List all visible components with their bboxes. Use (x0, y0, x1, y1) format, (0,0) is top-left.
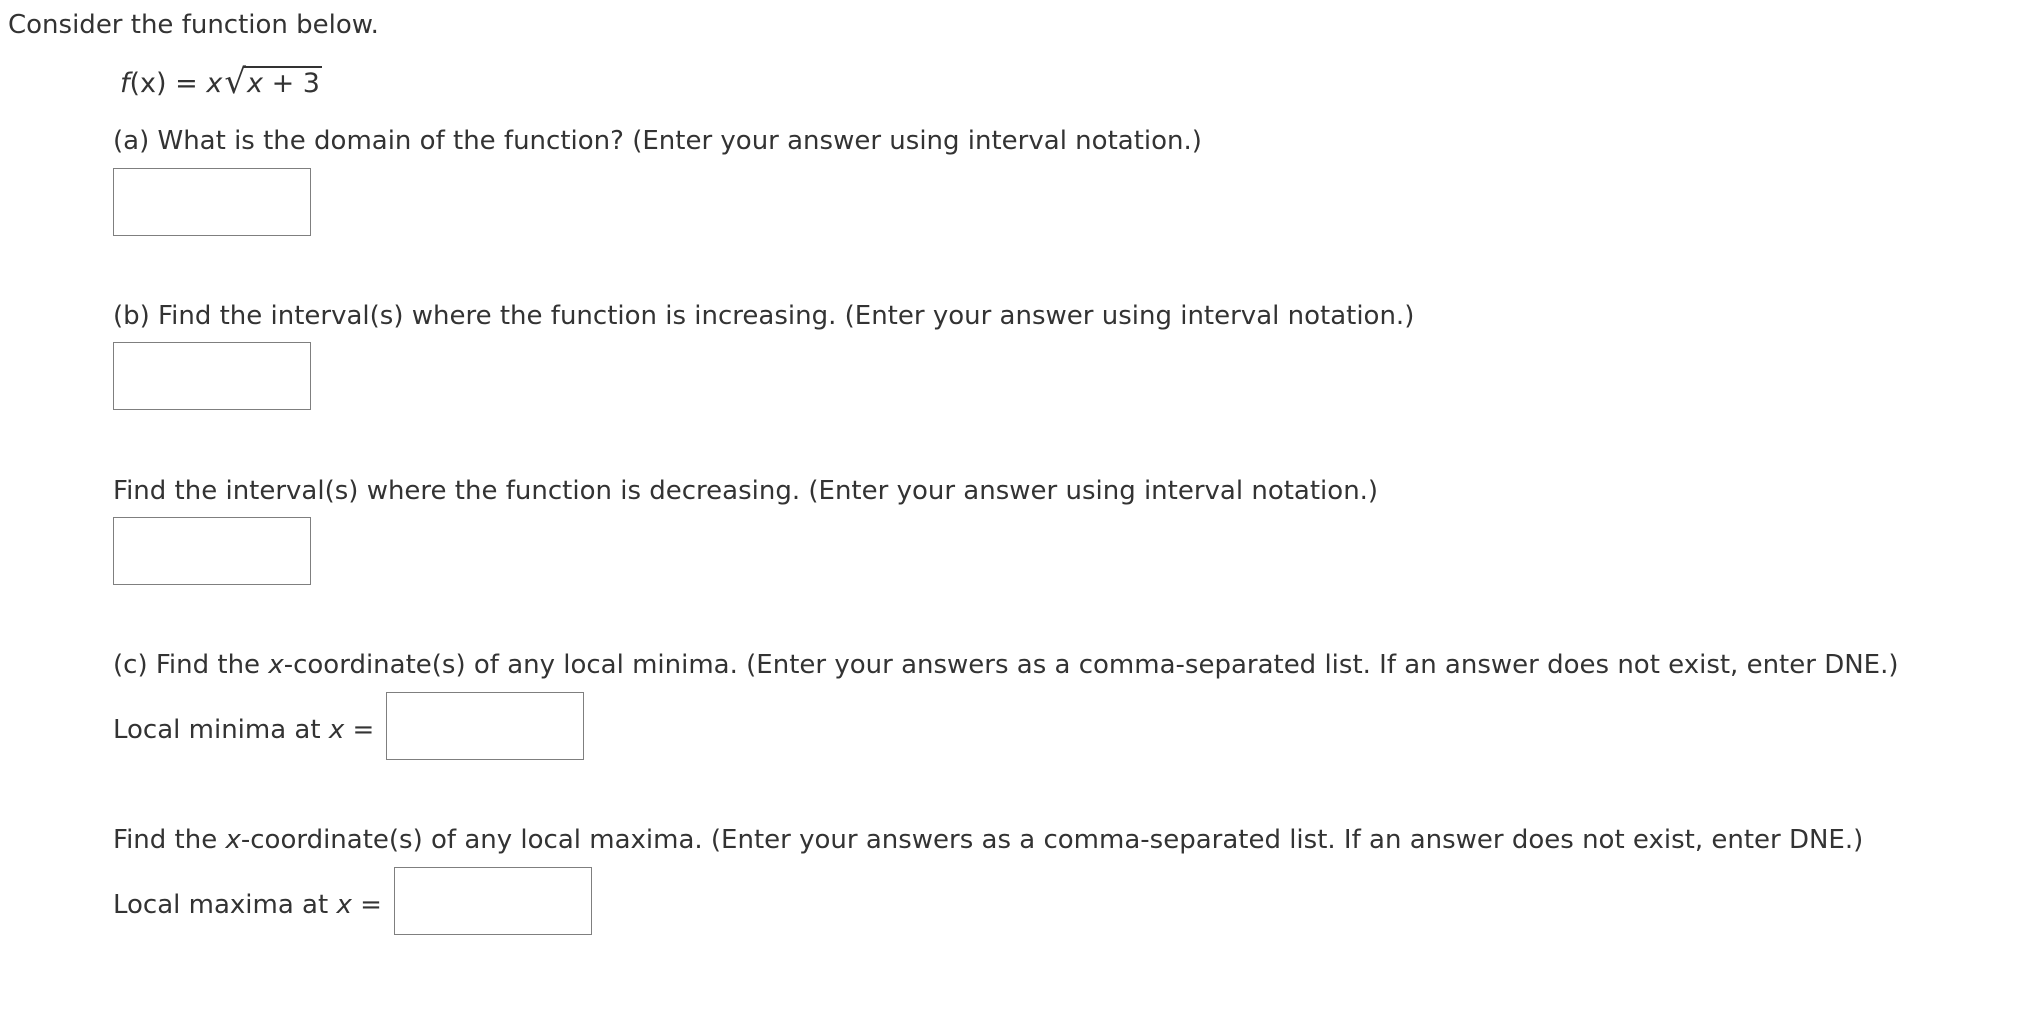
part-c-minima-prompt (113, 649, 1899, 681)
part-b-decreasing-prompt: Find the interval(s) where the function is decreasing. (Enter your answer using interval notation.) (113, 476, 1379, 506)
part-b-increasing-prompt: (b) Find the interval(s) where the function is increasing. (Enter your answer using interval notation.) (113, 301, 1415, 331)
decreasing-answer-input[interactable] (113, 517, 311, 585)
formula-f: f (120, 68, 130, 99)
maxima-prompt-var: x (225, 825, 241, 855)
domain-answer-input[interactable] (113, 168, 311, 236)
local-maxima-label (113, 889, 382, 921)
radicand-x: x (247, 68, 263, 99)
maxima-label-var: x (336, 890, 352, 920)
radicand (243, 66, 322, 100)
local-maxima-input[interactable] (394, 867, 592, 935)
radicand-rest: + 3 (263, 68, 320, 99)
minima-label-var: x (328, 715, 345, 745)
maxima-label-pre: Local maxima at (113, 890, 337, 920)
maxima-label-post: = (351, 890, 382, 920)
minima-label-pre: Local minima at (113, 715, 329, 745)
root-sign-icon: √ (224, 62, 247, 102)
minima-prompt-var: x (268, 650, 284, 680)
formula-arg: (x) (129, 68, 167, 99)
part-a-prompt: (a) What is the domain of the function? (Enter your answer using interval notation.) (113, 126, 1202, 156)
part-c-maxima-prompt (113, 824, 1863, 856)
maxima-prompt-pre: Find the (113, 825, 226, 855)
local-minima-label (113, 714, 374, 746)
formula-equals: = (166, 68, 207, 99)
formula-x: x (206, 68, 223, 99)
increasing-answer-input[interactable] (113, 342, 311, 410)
minima-prompt-pre: (c) Find the (113, 650, 269, 680)
minima-prompt-post: -coordinate(s) of any local minima. (Enter your answers as a comma-separated list. If an answer does not exist, enter DNE.) (283, 650, 1899, 680)
minima-label-post: = (344, 715, 375, 745)
maxima-prompt-post: -coordinate(s) of any local maxima. (Enter your answers as a comma-separated list. If an answer does not exist, enter DNE.) (240, 825, 1864, 855)
function-formula (120, 62, 322, 102)
local-minima-input[interactable] (386, 692, 584, 760)
square-root (222, 62, 322, 104)
intro-text: Consider the function below. (8, 10, 379, 40)
